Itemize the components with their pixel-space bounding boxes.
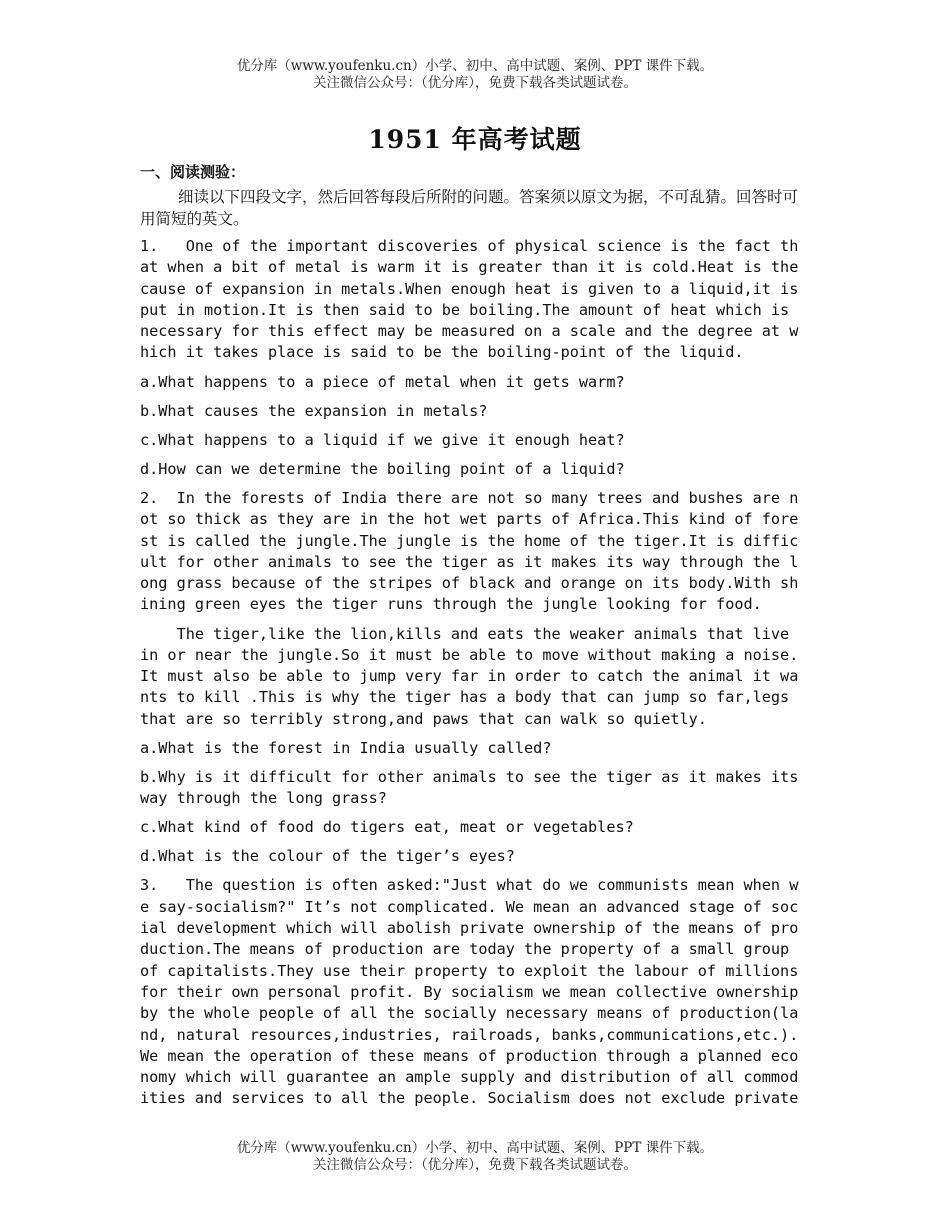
passage-1: 1. One of the important discoveries of physical science is the fact th at when a bit of metal is warm it is greater than it is cold.Heat is the cause of expansion in metals.When enough heat is given to a liquid,it is put in motion.It is then said to be boiling.The amount of heat which is necessary for this effect may be measured on a scale and the degree at w hich it takes place is said to be the boiling-point of the liquid. xyxy=(140,237,799,362)
question-2c: c.What kind of food do tigers eat, meat or vegetables? xyxy=(140,818,634,837)
footer-line-1: 优分库（www.youfenku.cn）小学、初中、高中试题、案例、PPT 课件下载。 xyxy=(236,1140,714,1156)
page-header xyxy=(0,58,950,92)
question-2d: d.What is the colour of the tiger’s eyes? xyxy=(140,847,515,866)
header-line-1: 优分库（www.youfenku.cn）小学、初中、高中试题、案例、PPT 课件下载。 xyxy=(236,58,714,74)
page-footer xyxy=(0,1140,950,1174)
question-1c: c.What happens to a liquid if we give it enough heat? xyxy=(140,430,625,449)
header-line-2: 关注微信公众号：（优分库），免费下载各类试题试卷。 xyxy=(313,75,637,91)
footer-line-2: 关注微信公众号：（优分库），免费下载各类试题试卷。 xyxy=(313,1157,637,1173)
passage-2-part-1: 2. In the forests of India there are not so many trees and bushes are n ot so thick as they are in the hot wet parts of Africa.This kind of fore st is called the jungle.The jungle is the home of the tiger.It is diffic ult for other animals to see the tiger as it makes its way through the l ong grass because of the stripes of black and orange on its body.With sh ining green eyes the tiger runs through the jungle looking for food. xyxy=(140,488,799,614)
question-1d: d.How can we determine the boiling point of a liquid? xyxy=(140,459,625,478)
question-1b: b.What causes the expansion in metals? xyxy=(140,401,488,420)
question-2a: a.What is the forest in India usually called? xyxy=(140,738,552,757)
question-2b: b.Why is it difficult for other animals to see the tiger as it makes its way through the long grass? xyxy=(140,767,799,808)
section-instructions: 细读以下四段文字，然后回答每段后所附的问题。答案须以原文为据，不可乱猜。回答时可用简短的英文。 xyxy=(140,188,799,228)
document-body xyxy=(140,162,812,1118)
page-title: 1951 年高考试题 xyxy=(368,125,582,154)
section-heading-reading-test: 一、阅读测验： xyxy=(140,163,246,181)
passage-3: 3. The question is often asked:"Just what do we communists mean when w e say-socialism?" It’s not complicated. We mean an advanced stage of soc ial development which will abolish private ownership of the means of pro duction.The means of production are today the property of a small group of capitalists.They use their property to exploit the labour of millions for their own personal profit. By socialism we mean collective ownership by the whole people of all the socially necessary means of production(la nd, natural resources,industries, railroads, banks,communications,etc.). We mean the operation of these means of production through a planned eco nomy which will guarantee an ample supply and distribution of all commod ities and services to all the people. Socialism does not exclude private xyxy=(140,876,799,1108)
question-1a: a.What happens to a piece of metal when it gets warm? xyxy=(140,372,625,391)
passage-2-part-2: The tiger,like the lion,kills and eats the weaker animals that live in or near the jungle.So it must be able to move without making a noise. It must also be able to jump very far in order to catch the animal it wa nts to kill .This is why the tiger has a body that can jump so far,legs that are so terribly strong,and paws that can walk so quietly. xyxy=(140,624,799,728)
